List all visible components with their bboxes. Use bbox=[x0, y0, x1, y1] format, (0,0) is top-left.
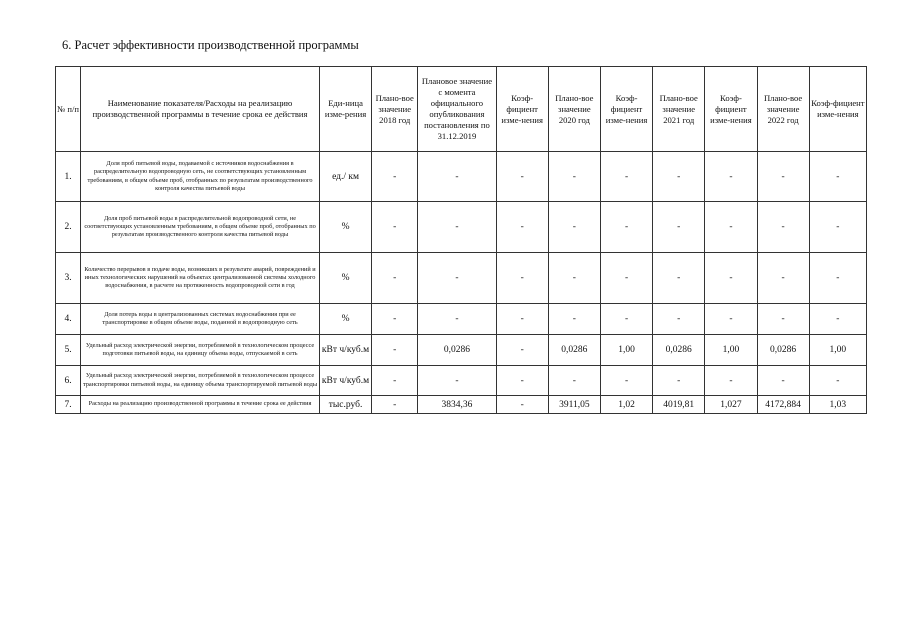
efficiency-table bbox=[55, 66, 867, 414]
value-2020: - bbox=[548, 253, 600, 304]
header-plan-official: Плановое значение с момента официального опубликования постановления по 31.12.2019 bbox=[418, 67, 496, 152]
coef-2: - bbox=[600, 152, 652, 202]
value-2018: - bbox=[372, 366, 418, 396]
coef-3: - bbox=[705, 304, 757, 335]
coef-1: - bbox=[496, 396, 548, 414]
row-num: 3. bbox=[56, 253, 81, 304]
row-num: 1. bbox=[56, 152, 81, 202]
table-row bbox=[56, 152, 867, 202]
row-name: Количество перерывов в подаче воды, возникших в результате аварий, повреждений и иных технологических нарушений на объектах централизованной системы холодного водоснабжения, в расчете на протяженность водопроводной сети в год bbox=[81, 253, 320, 304]
value-2021: - bbox=[653, 202, 705, 253]
header-coef-4: Коэф-фициент изме-нения bbox=[809, 67, 866, 152]
value-official: - bbox=[418, 202, 496, 253]
value-2022: - bbox=[757, 366, 809, 396]
row-name: Доля проб питьевой воды в распределительной водопроводной сети, не соответствующих установленным требованиям, в общем объеме проб, отобранных по результатам производственного контроля качества питьевой воды bbox=[81, 202, 320, 253]
header-coef-2: Коэф-фициент изме-нения bbox=[600, 67, 652, 152]
row-name: Удельный расход электрической энергии, потребляемой в технологическом процессе подготовки питьевой воды, на единицу объема воды, отпускаемой в сеть bbox=[81, 335, 320, 366]
row-num: 5. bbox=[56, 335, 81, 366]
coef-3: - bbox=[705, 253, 757, 304]
table-row bbox=[56, 202, 867, 253]
document-title: 6. Расчет эффективности производственной программы bbox=[62, 38, 359, 52]
row-unit: тыс.руб. bbox=[319, 396, 371, 414]
value-official: - bbox=[418, 304, 496, 335]
coef-1: - bbox=[496, 335, 548, 366]
row-num: 2. bbox=[56, 202, 81, 253]
header-plan-2021: Плано-вое значение 2021 год bbox=[653, 67, 705, 152]
row-num: 4. bbox=[56, 304, 81, 335]
header-plan-2020: Плано-вое значение 2020 год bbox=[548, 67, 600, 152]
row-unit: % bbox=[319, 253, 371, 304]
value-2020: - bbox=[548, 304, 600, 335]
value-2021: - bbox=[653, 304, 705, 335]
coef-3: 1,027 bbox=[705, 396, 757, 414]
value-official: - bbox=[418, 152, 496, 202]
value-2018: - bbox=[372, 253, 418, 304]
value-official: - bbox=[418, 366, 496, 396]
coef-1: - bbox=[496, 202, 548, 253]
coef-2: - bbox=[600, 253, 652, 304]
value-2018: - bbox=[372, 335, 418, 366]
value-2021: 4019,81 bbox=[653, 396, 705, 414]
row-num: 6. bbox=[56, 366, 81, 396]
header-num: № п/п bbox=[56, 67, 81, 152]
value-2022: - bbox=[757, 202, 809, 253]
value-2021: 0,0286 bbox=[653, 335, 705, 366]
table-row bbox=[56, 396, 867, 414]
header-name: Наименование показателя/Расходы на реализацию производственной программы в течение срока ее действия bbox=[81, 67, 320, 152]
coef-4: - bbox=[809, 152, 866, 202]
value-2020: - bbox=[548, 202, 600, 253]
table-row bbox=[56, 253, 867, 304]
header-coef-1: Коэф-фициент изме-нения bbox=[496, 67, 548, 152]
value-2018: - bbox=[372, 202, 418, 253]
value-2020: - bbox=[548, 366, 600, 396]
coef-2: 1,00 bbox=[600, 335, 652, 366]
row-name: Удельный расход электрической энергии, потребляемой в технологическом процессе транспортировки питьевой воды, на единицу объема транспортируемой питьевой воды bbox=[81, 366, 320, 396]
value-2022: 0,0286 bbox=[757, 335, 809, 366]
value-2020: - bbox=[548, 152, 600, 202]
value-official: 0,0286 bbox=[418, 335, 496, 366]
coef-3: 1,00 bbox=[705, 335, 757, 366]
coef-4: 1,03 bbox=[809, 396, 866, 414]
coef-4: - bbox=[809, 366, 866, 396]
coef-2: - bbox=[600, 366, 652, 396]
row-num: 7. bbox=[56, 396, 81, 414]
coef-3: - bbox=[705, 202, 757, 253]
row-unit: кВт ч/куб.м bbox=[319, 335, 371, 366]
header-coef-3: Коэф-фициент изме-нения bbox=[705, 67, 757, 152]
row-unit: ед./ км bbox=[319, 152, 371, 202]
row-name: Доля потерь воды в централизованных системах водоснабжения при ее транспортировке в общем объеме воды, поданной в водопроводную сеть bbox=[81, 304, 320, 335]
value-2020: 0,0286 bbox=[548, 335, 600, 366]
coef-4: 1,00 bbox=[809, 335, 866, 366]
coef-4: - bbox=[809, 253, 866, 304]
value-2018: - bbox=[372, 396, 418, 414]
coef-1: - bbox=[496, 366, 548, 396]
coef-2: - bbox=[600, 202, 652, 253]
value-2021: - bbox=[653, 366, 705, 396]
coef-1: - bbox=[496, 152, 548, 202]
coef-3: - bbox=[705, 366, 757, 396]
row-unit: % bbox=[319, 202, 371, 253]
value-2018: - bbox=[372, 152, 418, 202]
table-row bbox=[56, 304, 867, 335]
coef-2: - bbox=[600, 304, 652, 335]
value-official: 3834,36 bbox=[418, 396, 496, 414]
value-2022: - bbox=[757, 152, 809, 202]
table-row bbox=[56, 335, 867, 366]
value-2022: 4172,884 bbox=[757, 396, 809, 414]
coef-2: 1,02 bbox=[600, 396, 652, 414]
value-official: - bbox=[418, 253, 496, 304]
coef-1: - bbox=[496, 253, 548, 304]
header-unit: Еди-ница изме-рения bbox=[319, 67, 371, 152]
coef-1: - bbox=[496, 304, 548, 335]
row-name: Расходы на реализацию производственной программы в течение срока ее действия bbox=[81, 396, 320, 414]
value-2021: - bbox=[653, 152, 705, 202]
value-2018: - bbox=[372, 304, 418, 335]
value-2022: - bbox=[757, 304, 809, 335]
coef-4: - bbox=[809, 202, 866, 253]
row-name: Доля проб питьевой воды, подаваемой с источников водоснабжения в распределительную водопроводную сеть, не соответствующих установленным требованиям, в общем объеме проб, отобранных по результатам производственного контроля качества питьевой воды bbox=[81, 152, 320, 202]
header-plan-2018: Плано-вое значение 2018 год bbox=[372, 67, 418, 152]
table-row bbox=[56, 366, 867, 396]
row-unit: % bbox=[319, 304, 371, 335]
row-unit: кВт ч/куб.м bbox=[319, 366, 371, 396]
table-header-row bbox=[56, 67, 867, 152]
value-2020: 3911,05 bbox=[548, 396, 600, 414]
coef-3: - bbox=[705, 152, 757, 202]
value-2021: - bbox=[653, 253, 705, 304]
coef-4: - bbox=[809, 304, 866, 335]
value-2022: - bbox=[757, 253, 809, 304]
header-plan-2022: Плано-вое значение 2022 год bbox=[757, 67, 809, 152]
